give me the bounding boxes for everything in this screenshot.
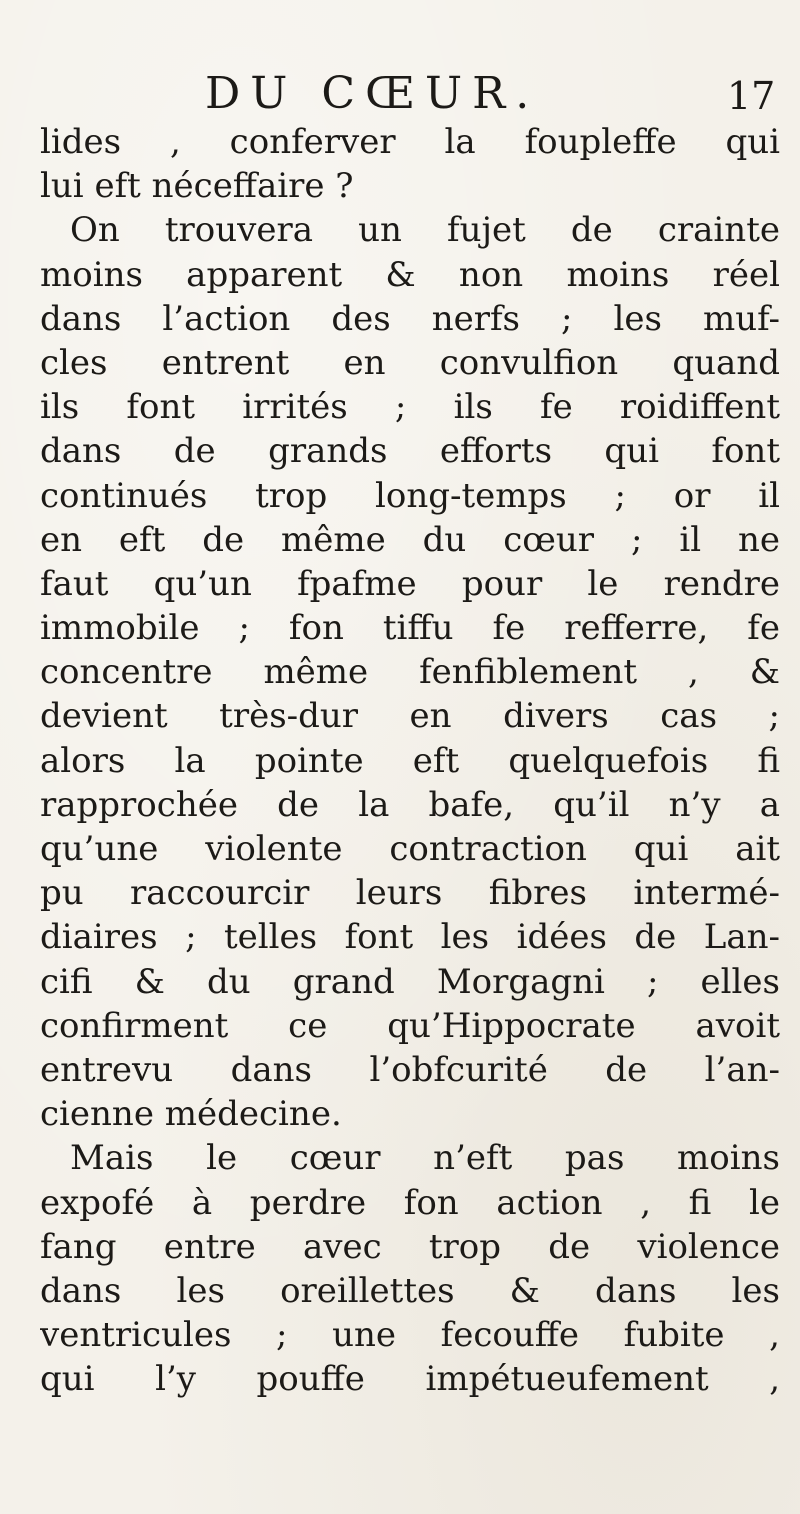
paragraph-start-line: On trouvera un fujet de crainte <box>70 210 780 251</box>
text-line: dans l’action des nerfs ; les muf- <box>40 298 780 339</box>
text-line: entrevu dans l’obfcurité de l’an- <box>40 1049 780 1090</box>
text-line: ils font irrités ; ils fe roidiffent <box>40 387 780 428</box>
text-line: concentre même fenfiblement , & <box>40 652 780 693</box>
text-line: lides , conferver la foupleffe qui <box>40 122 780 162</box>
text-line: confirment ce qu’Hippocrate avoit <box>40 1005 780 1046</box>
text-line: dans de grands efforts qui font <box>40 431 780 472</box>
text-line: immobile ; fon tiffu fe refferre, fe <box>40 608 780 649</box>
text-line: dans les oreillettes & dans les <box>40 1270 780 1311</box>
text-line: diaires ; telles font les idées de Lan- <box>40 917 780 958</box>
text-line: alors la pointe eft quelquefois fi <box>40 740 780 781</box>
text-line: devient très-dur en divers cas ; <box>40 696 780 737</box>
text-line: ventricules ; une fecouffe fubite , <box>40 1315 780 1356</box>
text-line: continués trop long-temps ; or il <box>40 475 780 516</box>
text-line: cles entrent en convulfion quand <box>40 342 780 383</box>
text-line: fang entre avec trop de violence <box>40 1226 780 1267</box>
page-number: 17 <box>727 74 776 118</box>
running-head <box>205 68 776 119</box>
text-line: pu raccourcir leurs fibres intermé- <box>40 873 780 914</box>
text-line: rapprochée de la bafe, qu’il n’y a <box>40 784 780 825</box>
text-line: faut qu’un fpafme pour le rendre <box>40 563 780 604</box>
paragraph-start-line: Mais le cœur n’eft pas moins <box>70 1138 780 1179</box>
text-line: cifi & du grand Morgagni ; elles <box>40 961 780 1002</box>
text-line: cienne médecine. <box>40 1094 342 1135</box>
text-line: lui eft néceffaire ? <box>40 166 354 207</box>
text-line: qu’une violente contraction qui ait <box>40 829 780 869</box>
running-title: DU CŒUR. <box>205 68 540 119</box>
text-line: expofé à perdre fon action , fi le <box>40 1182 780 1223</box>
text-line: moins apparent & non moins réel <box>40 254 780 295</box>
body-text <box>40 120 780 1401</box>
text-line: qui l’y pouffe impétueufement , <box>40 1359 780 1400</box>
text-line: en eft de même du cœur ; il ne <box>40 519 780 560</box>
